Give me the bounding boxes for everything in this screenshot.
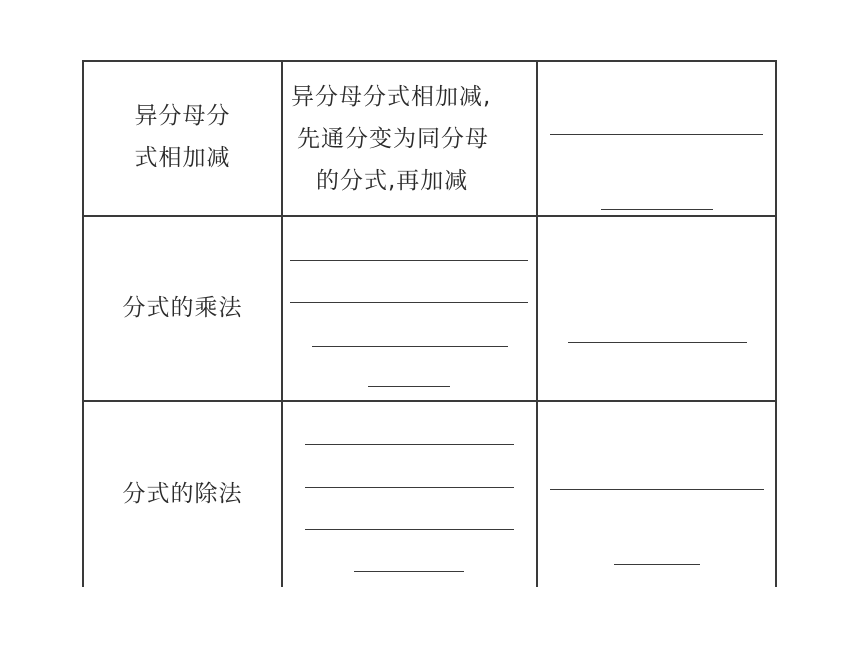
row3-rule-blank-4 xyxy=(354,571,464,572)
row3-rule-blank-2 xyxy=(305,487,514,488)
table-top-border xyxy=(83,60,777,62)
row-divider-2 xyxy=(83,400,777,402)
row2-rule-blank-4 xyxy=(368,386,450,387)
row1-rule-line1: 异分母分式相加减, xyxy=(291,84,492,110)
row1-rule-line2: 先通分变为同分母 xyxy=(297,126,489,152)
row2-answer-blank-1 xyxy=(568,342,747,343)
row2-rule-blank-1 xyxy=(290,260,528,261)
row-divider-1 xyxy=(83,215,777,217)
row3-label: 分式的除法 xyxy=(122,481,243,507)
row2-label: 分式的乘法 xyxy=(122,295,243,321)
row3-answer-blank-1 xyxy=(550,489,764,490)
column-divider-2 xyxy=(536,60,538,587)
row2-rule-blank-2 xyxy=(290,302,528,303)
row3-rule-blank-3 xyxy=(305,529,514,530)
row1-answer-blank-1 xyxy=(550,134,763,135)
row1-label-line1: 异分母分 xyxy=(134,103,231,129)
column-divider-1 xyxy=(281,60,283,587)
row1-label-line2: 式相加减 xyxy=(134,145,231,171)
row1-answer-blank-2 xyxy=(601,209,713,210)
table-left-border xyxy=(82,60,84,587)
row3-rule-blank-1 xyxy=(305,444,514,445)
row2-rule-blank-3 xyxy=(312,346,508,347)
table-right-border xyxy=(775,60,777,587)
row1-rule-line3: 的分式,再加减 xyxy=(316,168,469,194)
row3-answer-blank-2 xyxy=(614,564,700,565)
